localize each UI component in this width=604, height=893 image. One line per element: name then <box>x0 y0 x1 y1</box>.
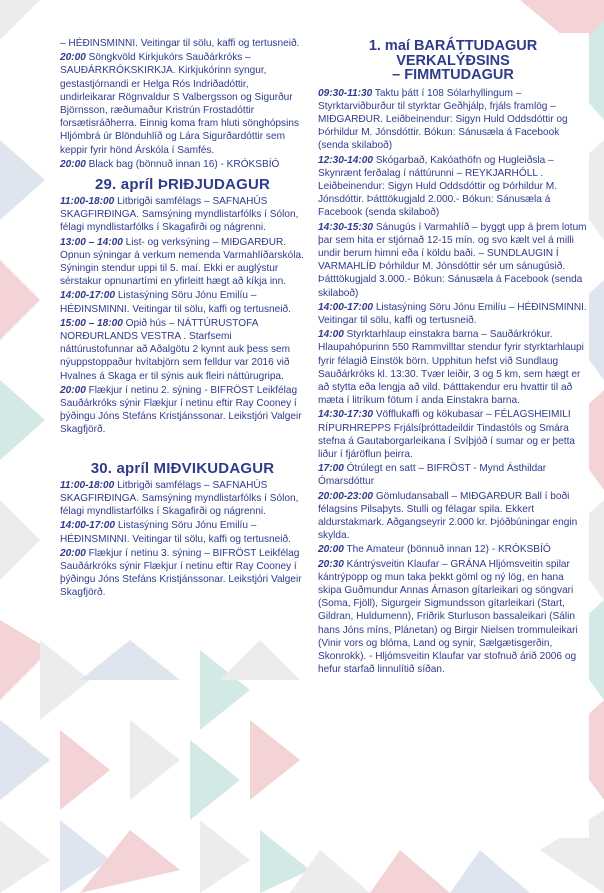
event-time: 20:00 <box>60 158 86 170</box>
event-description: Flækjur í netinu 3. sýning – BIFRÖST Leikfélag Sauðárkróks sýnir Flækjur í netinu eftir Ray Cooney í þýðingu Jóns Stefáns Kristjánssonar. Leikstjóri Valgeir Skagfjörð. <box>60 547 302 599</box>
event-description: Sánugús í Varmahlíð – byggt upp á þrem lotum þar sem hita er stjórnað 12-15 mín. og svo kælt vel á milli undir berum himni eða í köldu baði. – SUNDLAUGIN Í VARMAHLÍÐ Þórhildur M. Jónsdóttir sér um sánugúsið. Þátttökugjald 3.000.- Bókun: Sánusæla á Facebook (senda skilaboð) <box>318 221 587 299</box>
event-time: 20:00-23:00 <box>318 490 373 502</box>
heading-line: 1. maí BARÁTTUDAGUR <box>368 38 538 54</box>
event-entry <box>318 490 588 543</box>
day-heading: 30. apríl MIÐVIKUDAGUR <box>90 459 275 477</box>
right-column <box>318 37 588 677</box>
event-time: 14:00-17:00 <box>60 290 115 302</box>
event-description: Ótrúlegt en satt – BIFRÖST - Mynd Ásthildar Ómarsdóttur <box>318 463 547 488</box>
event-description: Kántrýsveitin Klaufar – GRÁNA Hljómsveitin spilar kántrýpopp og mun taka þekkt göml og ný lög, en hana skipa Guðmundur Annas Árnason gítarleikari og söngvari (Soma, Fjöll), Sigurgeir Sigmundsson gítarleikari (Start, Gildran, Huldumenn), Friðrik Sturluson bassaleikari (Sálin hans Jóns míns, Plánetan) og Birgir Nielsen trommuleikari (Vinir vors og blóma, Land og synir, Sælgætisgerðin, Skonrokk). - Hljómsveitin Klaufar var stofnuð árið 2006 og hefur starfað linnulítið síðan. <box>318 558 578 676</box>
event-description: Vöfflukaffi og kökubasar – FÉLAGSHEIMILI RÍPURHREPPS Frjálsíþróttadeildir Tindastóls og Smára stefna á Gautaborgarleikana í Svíþjóð í sumar og er þetta liður í fjáröflun þeirra. <box>318 409 575 460</box>
event-description: Listasýning Söru Jónu Emilíu – HÉÐINSMINNI. Veitingar til sölu, kaffi og tertusneið. <box>60 290 291 315</box>
day-heading: 29. apríl ÞRIÐJUDAGUR <box>94 176 271 194</box>
event-description: Flækjur í netinu 2. sýning - BIFRÖST Leikfélag Sauðárkróks sýnir Flækjur í netinu eftir Ray Cooney í þýðingu Jóns Stefáns Kristjánssonar. Leikstjóri Valgeir Skagfjörð. <box>60 384 302 436</box>
event-description: Opið hús – NÁTTÚRUSTOFA NORÐURLANDS VESTRA . Starfsemi náttúrustofunnar að Aðalgötu 2 kynnt auk þess sem nýuppstoppaður hvítabjörn sem felldur var 2016 við Hvalnes á Skaga er til sýnis auk fleiri náttúrugripa. <box>60 317 291 382</box>
event-entry <box>60 479 305 519</box>
heading-line: – FIMMTUDAGUR <box>392 67 514 83</box>
event-entry <box>60 158 305 171</box>
event-time: 15:00 – 18:00 <box>60 317 123 329</box>
may-first-entries <box>318 87 588 677</box>
event-entry <box>60 51 305 157</box>
event-description: Listasýning Söru Jónu Emilíu – HÉÐINSMINNI. Veitingar til sölu, kaffi og tertusneið. <box>60 520 291 545</box>
event-entry <box>60 37 305 50</box>
intro-entries <box>60 37 305 171</box>
event-description: Söngkvöld Kirkjukórs Sauðárkróks – SAUÐÁRKRÓKSKIRKJA. Kirkjukórinn syngur, gestastjórnandi er Helga Rós Indriðadóttir, undirleikarar Rögnvaldur S Valbergsson og Sigurður Björnsson, ræðumaður Kristrún Frostadóttir forsætisráðherra. Einnig koma fram hluti sönghópsins Hljómbrá úr Blönduhlíð og Lára Sigurðardóttir sem keppir fyrir hönd Árskóla í Samfés. <box>60 52 299 156</box>
event-time: 13:00 – 14:00 <box>60 236 123 248</box>
left-column <box>60 37 305 601</box>
event-entry <box>60 547 305 600</box>
event-entry <box>318 408 588 461</box>
event-description: Black bag (bönnuð innan 16) - KRÓKSBÍÓ <box>88 158 280 170</box>
event-description: Skógarbað, Kakóathöfn og Hugleiðsla – Skynrænt ferðalag í náttúrunni – REYKJARHÓLL . Leiðbeinendur: Sigyn Huld Oddsdóttir og Þórhildur M. Jónsdóttir. Þátttökugjald 2.000.- Bókun: Sánusæla á Facebook (senda skilaboð) <box>318 154 558 219</box>
event-time: 14:30-17:30 <box>318 409 373 421</box>
event-entry <box>318 558 588 677</box>
event-time: 20:00 <box>60 547 86 559</box>
event-description: Litbrigði samfélags – SAFNAHÚS SKAGFIRÐINGA. Samsýning myndlistarfólks í Sólon, félagi myndlistarfólks í Skagafirði og nágrenni. <box>60 479 299 518</box>
event-entry <box>318 543 588 556</box>
event-description: The Amateur (bönnuð innan 12) - KRÓKSBÍÓ <box>346 544 551 556</box>
event-description: List- og verksýning – MIÐGARÐUR. Opnun sýningar á verkum nemenda Varmahlíðarskóla. Sýningin stendur uppi til 5. maí. Ekki er auglýstur sérstakur opnunartími en yfirleitt hægt að kíkja inn. <box>60 236 304 288</box>
event-entry <box>60 519 305 545</box>
event-time: 20:00 <box>60 52 86 64</box>
event-description: Gömludansaball – MIÐGARÐUR Ball í boði félagsins Pilsaþyts. Stulli og félagar spila. Ekkert aldurstakmark. Aðgangseyrir 2.000 kr. Þjóðbúningar engin skylda. <box>318 490 578 542</box>
event-description: Taktu þátt í 108 Sólarhyllingum – Styrktarviðburður til styrktar Geðhjálp, frjáls framlög – MIÐGARÐUR. Leiðbeinendur: Sigyn Huld Oddsdóttir og Þórhildur M. Jónsdóttir. Bókun: Sánusæla á Facebook (senda skilaboð) <box>318 87 568 152</box>
day-sections <box>60 177 305 599</box>
may-first-heading <box>318 39 588 83</box>
event-description: – HÉÐINSMINNI. Veitingar til sölu, kaffi og tertusneið. <box>60 38 300 49</box>
event-time: 17:00 <box>318 463 344 475</box>
event-time: 09:30-11:30 <box>318 87 373 99</box>
event-time: 20:00 <box>318 544 344 556</box>
event-entry <box>60 384 305 437</box>
event-entry <box>60 317 305 383</box>
event-description: Litbrigði samfélags – SAFNAHÚS SKAGFIRÐINGA. Samsýning myndlistarfólks í Sólon, félagi myndlistarfólks í Skagafirði og nágrenni. <box>60 196 299 234</box>
event-time: 14:00 <box>318 329 344 341</box>
event-entry <box>318 87 588 153</box>
event-time: 14:00-17:00 <box>60 520 115 532</box>
event-entry <box>60 236 305 289</box>
event-entry <box>60 289 305 315</box>
event-time: 11:00-18:00 <box>60 479 115 491</box>
event-entry <box>318 154 588 220</box>
event-time: 14:30-15:30 <box>318 221 373 233</box>
event-description: Styrktarhlaup einstakra barna – Sauðárkrókur. Hlaupahópurinn 550 Rammvilltar stendur fyrir styrktarhlaupi fyrir félagið Einstök börn. Upphitun hefst við Sundlaug Sauðárkróks kl. 13:30. Tvær leiðir, 3 og 5 km, sem hægt er að stytta eða lengja að vild. Þátttakendur eru hvattir til að mæta í litríkum fötum í anda Einstakra barna. <box>318 329 584 407</box>
event-time: 20:00 <box>60 384 86 396</box>
event-entry <box>318 328 588 407</box>
event-time: 20:30 <box>318 558 344 570</box>
event-description: Listasýning Söru Jónu Emilíu – HÉÐINSMINNI. Veitingar til sölu, kaffi og tertusneið. <box>318 301 587 326</box>
event-entry <box>60 195 305 235</box>
heading-line: VERKALÝÐSINS <box>396 52 510 69</box>
event-entry <box>318 221 588 300</box>
event-time: 14:00-17:00 <box>318 301 373 313</box>
event-time: 12:30-14:00 <box>318 154 373 166</box>
event-entry <box>318 462 588 488</box>
event-entry <box>318 301 588 327</box>
event-time: 11:00-18:00 <box>60 196 115 208</box>
